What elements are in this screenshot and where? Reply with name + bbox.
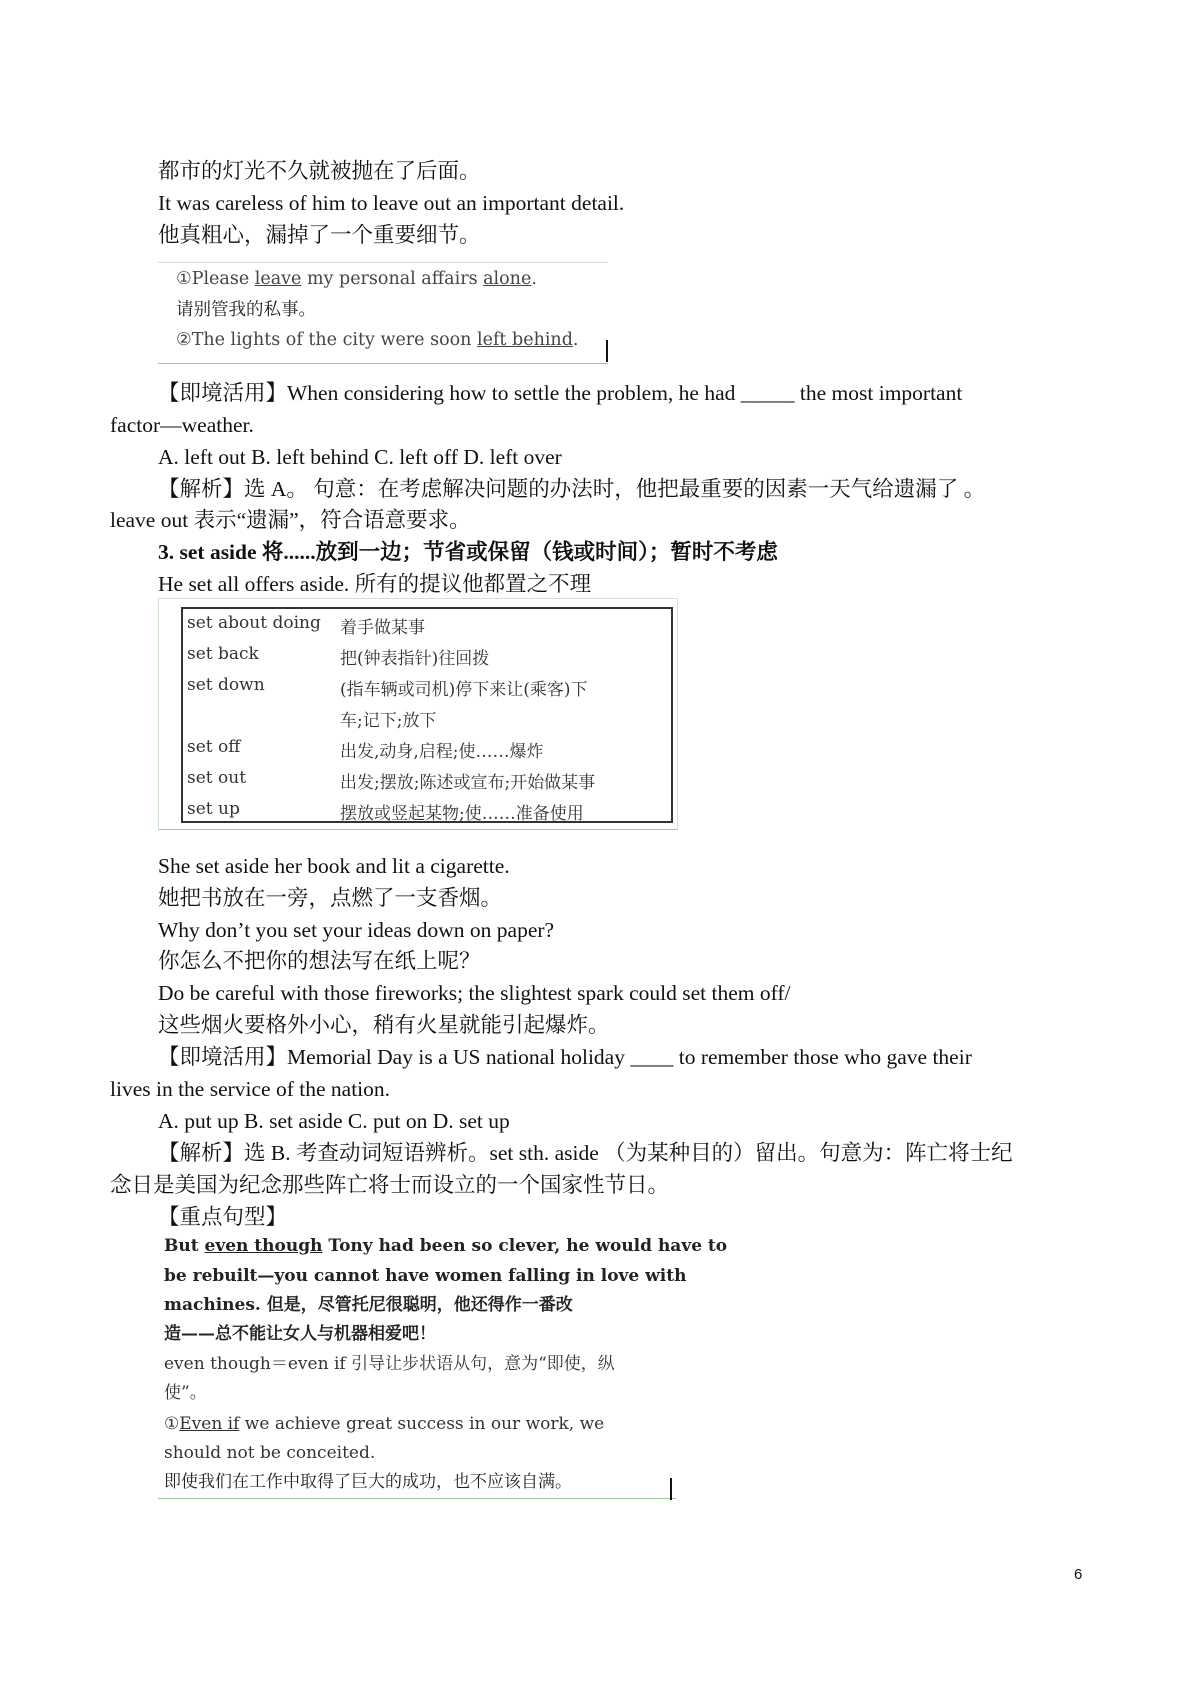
key-sentence-line: be rebuilt—you cannot have women falling in love with (164, 1266, 687, 1286)
text-line: 这些烟火要格外小心，稍有火星就能引起爆炸。 (158, 1013, 610, 1037)
text-line: 你怎么不把你的想法写在纸上呢？ (158, 949, 481, 973)
text-line: He set all offers aside. 所有的提议他都置之不理 (158, 572, 592, 596)
phrase-table-image (158, 598, 678, 830)
example-line: 请别管我的私事。 (176, 300, 316, 320)
example-image-box (158, 262, 608, 364)
phrase-table: set about doing 着手做某事 set back 把(钟表指针)往回拨 set down (指车辆或司机)停下来让(乘客)下 车;记下;放下 set off 出发,动身,启程;使……爆炸 set out 出发;摆放;陈述或宣布;开始做某事 set up 摆放或竖起某物;使……准备使用 (181, 607, 673, 823)
text-line: Why don’t you set your ideas down on paper? (158, 918, 555, 942)
text-line: Do be careful with those fireworks; the slightest spark could set them off/ (158, 981, 791, 1005)
example-line: ①Even if we achieve great success in our work, we (164, 1414, 605, 1434)
practice-question: 【即境活用】Memorial Day is a US national holiday ____ to remember those who gave their (158, 1045, 972, 1069)
section-heading: 3. set aside 将......放到一边；节省或保留（钱或时间）；暂时不考虑 (158, 540, 778, 564)
text-line: It was careless of him to leave out an important detail. (158, 191, 625, 215)
practice-options: A. put up B. set aside C. put on D. set up (158, 1109, 510, 1133)
practice-analysis: leave out 表示“遗漏”，符合语意要求。 (110, 508, 471, 532)
example-line: should not be conceited. (164, 1443, 376, 1463)
text-line: 她把书放在一旁，点燃了一支香烟。 (158, 886, 503, 910)
practice-question: 【即境活用】When considering how to settle the problem, he had _____ the most important (158, 381, 963, 405)
practice-question: factor—weather. (110, 413, 254, 437)
text-cursor (670, 1478, 672, 1500)
practice-options: A. left out B. left behind C. left off D. left over (158, 445, 562, 469)
practice-analysis: 【解析】选 A。 句意：在考虑解决问题的办法时，他把最重要的因素一天气给遗漏了 。 (158, 477, 986, 501)
text-cursor (606, 340, 608, 362)
practice-question: lives in the service of the nation. (110, 1077, 391, 1101)
key-sentence-heading: 【重点句型】 (158, 1205, 288, 1229)
note-line: even though＝even if 引导让步状语从句，意为“即使，纵 (164, 1354, 615, 1374)
text-line: 他真粗心，漏掉了一个重要细节。 (158, 223, 481, 247)
key-sentence-line: 造——总不能让女人与机器相爱吧！ (164, 1324, 436, 1344)
key-sentence-image (158, 1232, 728, 1499)
example-line: 即使我们在工作中取得了巨大的成功，也不应该自满。 (164, 1472, 572, 1492)
example-line: ②The lights of the city were soon left behind. (176, 330, 579, 350)
example-line: ①Please leave my personal affairs alone. (176, 269, 537, 289)
practice-analysis: 念日是美国为纪念那些阵亡将士而设立的一个国家性节日。 (110, 1173, 670, 1197)
note-line: 使”。 (164, 1383, 207, 1403)
text-line: She set aside her book and lit a cigarette. (158, 854, 510, 878)
key-sentence-line: But even though Tony had been so clever, he would have to (164, 1236, 728, 1256)
key-sentence-line: machines. 但是，尽管托尼很聪明，他还得作一番改 (164, 1295, 573, 1315)
practice-analysis: 【解析】选 B. 考查动词短语辨析。set sth. aside （为某种目的）留出。句意为：阵亡将士纪 (158, 1141, 1013, 1165)
text-line: 都市的灯光不久就被抛在了后面。 (158, 159, 481, 183)
page-number: 6 (1074, 1566, 1083, 1583)
